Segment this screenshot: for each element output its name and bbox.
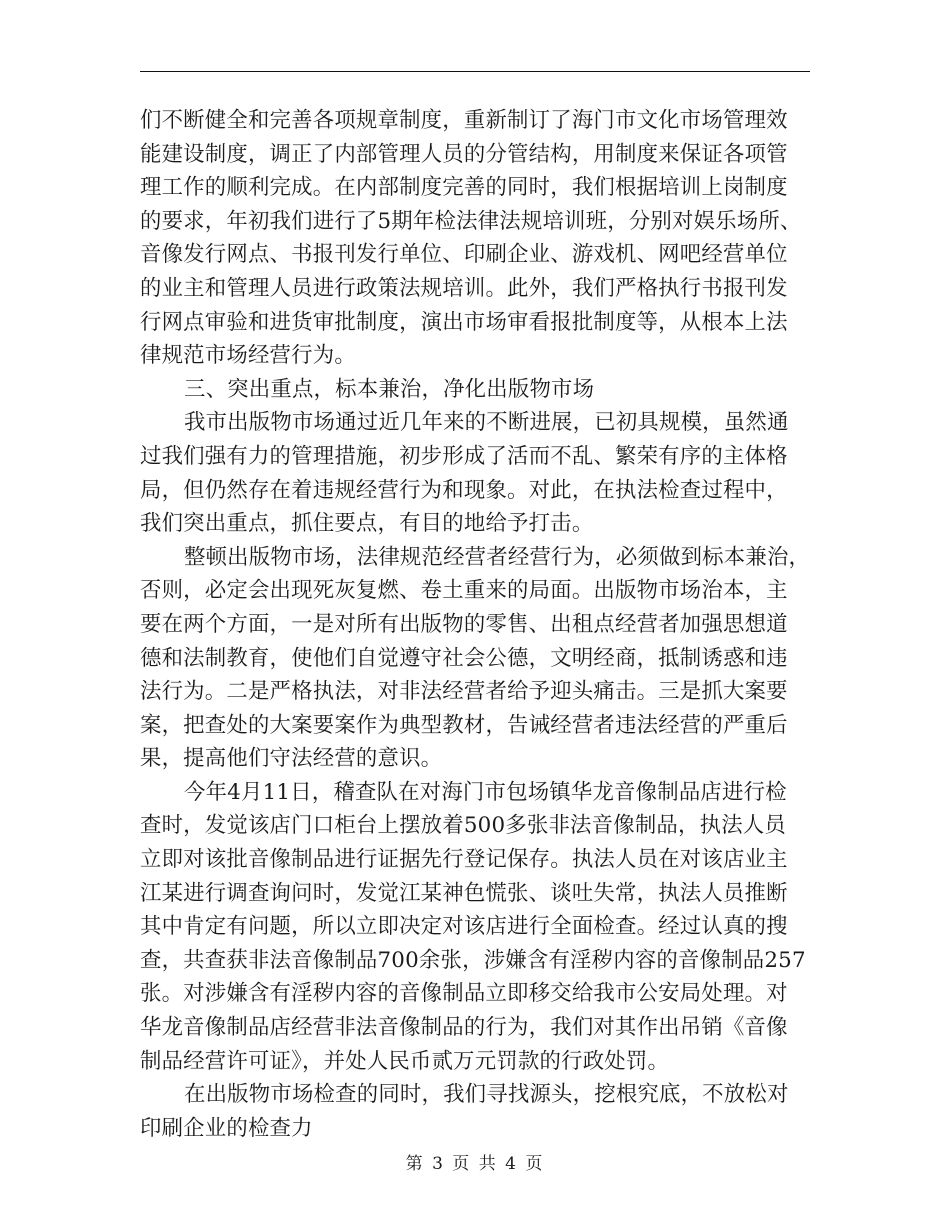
page-number: 第 3 页 共 4 页	[405, 1154, 545, 1174]
text-line: 果，提高他们守法经营的意识。	[140, 746, 443, 772]
text-line: 我市出版物市场通过近几年来的不断进展，已初具规模，虽然通	[184, 410, 789, 436]
text-line: 律规范市场经营行为。	[140, 343, 356, 369]
text-line: 理工作的顺利完成。在内部制度完善的同时，我们根据培训上岗制度	[140, 175, 788, 201]
text-line: 局，但仍然存在着违规经营行为和现象。对此，在执法检查过程中，	[140, 477, 788, 503]
text-line: 法行为。二是严格执法，对非法经营者给予迎头痛击。三是抓大案要	[140, 679, 788, 705]
header-rule	[140, 71, 810, 72]
text-line: 否则，必定会出现死灰复燃、卷土重来的局面。出版物市场治本，主	[140, 578, 788, 604]
text-line: 能建设制度，调正了内部管理人员的分管结构，用制度来保证各项管	[140, 141, 788, 167]
text-line: 的要求，年初我们进行了5期年检法律法规培训班，分别对娱乐场所、	[140, 208, 802, 234]
text-line: 过我们强有力的管理措施，初步形成了活而不乱、繁荣有序的主体格	[140, 443, 788, 469]
text-line: 查，共查获非法音像制品700余张，涉嫌含有淫秽内容的音像制品257	[140, 947, 806, 973]
text-line: 音像发行网点、书报刊发行单位、印刷企业、游戏机、网吧经营单位	[140, 242, 788, 268]
text-line: 今年4月11日，稽查队在对海门市包场镇华龙音像制品店进行检	[184, 779, 787, 805]
text-line: 们不断健全和完善各项规章制度，重新制订了海门市文化市场管理效	[140, 108, 788, 133]
text-line: 立即对该批音像制品进行证据先行登记保存。执法人员在对该店业主	[140, 847, 788, 873]
text-line: 张。对涉嫌含有淫秽内容的音像制品立即移交给我市公安局处理。对	[140, 981, 788, 1007]
text-line: 的业主和管理人员进行政策法规培训。此外，我们严格执行书报刊发	[140, 275, 788, 301]
text-line: 江某进行调查询问时，发觉江某神色慌张、谈吐失常，执法人员推断	[140, 880, 788, 906]
text-line: 要在两个方面，一是对所有出版物的零售、出租点经营者加强思想道	[140, 611, 788, 637]
text-line: 印刷企业的检查力	[140, 1115, 313, 1141]
text-line: 行网点审验和进货审批制度，演出市场审看报批制度等，从根本上法	[140, 309, 788, 335]
text-line: 其中肯定有问题，所以立即决定对该店进行全面检查。经过认真的搜	[140, 914, 788, 940]
text-line: 在出版物市场检查的同时，我们寻找源头，挖根究底，不放松对	[184, 1082, 789, 1108]
text-line: 案，把查处的大案要案作为典型教材，告诫经营者违法经营的严重后	[140, 712, 788, 738]
text-line: 制品经营许可证》，并处人民币贰万元罚款的行政处罚。	[140, 1048, 670, 1074]
text-line: 整顿出版物市场，法律规范经营者经营行为，必须做到标本兼治，	[184, 544, 811, 570]
document-body	[140, 104, 812, 1145]
text-line: 华龙音像制品店经营非法音像制品的行为，我们对其作出吊销《音像	[140, 1015, 788, 1041]
text-line: 三、突出重点，标本兼治，净化出版物市场	[184, 376, 595, 402]
text-line: 我们突出重点，抓住要点，有目的地给予打击。	[140, 511, 594, 537]
text-line: 德和法制教育，使他们自觉遵守社会公德，文明经商，抵制诱惑和违	[140, 645, 788, 671]
text-line: 查时，发觉该店门口柜台上摆放着500多张非法音像制品，执法人员	[140, 813, 786, 839]
